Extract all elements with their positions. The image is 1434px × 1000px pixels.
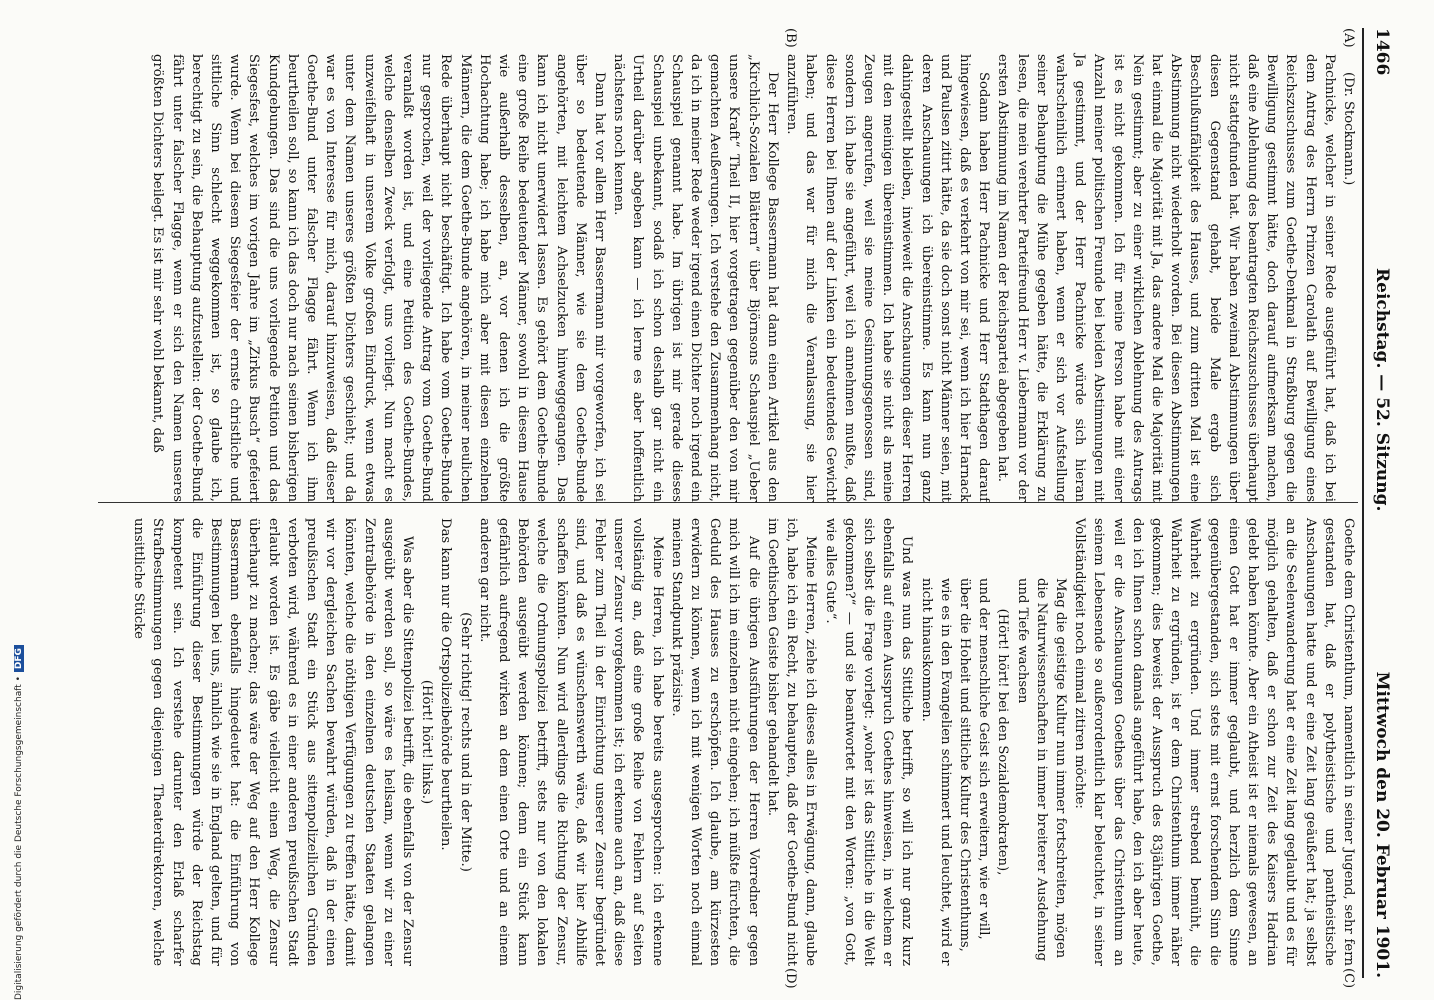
paragraph: (Dr. Stockmann.) xyxy=(1341,72,1356,186)
page-number: 1466 xyxy=(1372,28,1392,76)
paragraph: Was aber die Sittenpolizei betrifft, die ebenfalls von der Zensur ausgeübt werden soll, so wäre es heilsam, wenn wir zu einer Zentralbehörde in den einzelnen deutschen Staaten gelangen könnten, welche die nöthigen Verfügungen zu treffen hätte, damit wir vor dergleichen Sachen bewahrt würden, daß in der einen preußischen Stadt ein Stück aus sittenpolizeilichen Gründen verboten wird, während es in einer anderen preußischen Stadt erlaubt worden ist. Es gäbe vielleicht einen Weg, die Zensur überhaupt zu machen; das wäre der Weg auf den Herr Kollege Bassermann ebenfalls hingedeutet hat: die Einführung von Bestimmungen bei uns, ähnlich wie sie in England gelten, und für die Einführung dieser Bestimmungen würde der Reichstag kompetent sein. Ich verstehe darunter den Erlaß scharfer Strafbestimmungen gegen diejenigen Theaterdirektoren, welche unsittliche Stücke xyxy=(131,518,416,966)
margin-mark-b: (B) xyxy=(783,28,798,48)
margin-mark-d: (D) xyxy=(783,968,798,989)
page-title: Reichstag. — 52. Sitzung. xyxy=(1372,268,1392,512)
left-column xyxy=(148,54,1358,502)
paragraph: Meine Herren, ziehe ich dieses alles in Erwägung, dann, glaube ich, habe ich ein Recht, zu behaupten, daß der Goethe-Bund nicht im Goethischen Geiste bisher gehandelt hat. xyxy=(764,518,819,966)
paragraph: und der menschliche Geist sich erweitern, wie er will, über die Hoheit und sittliche Kultur des Christenthums, wie es in den Evangelien schimmert und leuchtet, wird er nicht hinauskommen. xyxy=(918,578,992,966)
session-date: Mittwoch den 20. Februar 1901. xyxy=(1372,671,1392,978)
column-divider xyxy=(98,502,1358,503)
margin-mark-c: (C) xyxy=(1341,968,1356,989)
paragraph: Goethe dem Christenthum, namentlich in seiner Jugend, sehr fern gestanden hat, daß er polytheistische und pantheistische Anschauungen hatte und er eine Zeit lang geäußert hat; ja selbst an die Seelenwanderung hat er eine Zeit lang geglaubt und es für möglich gehalten, daß er schon zur Zeit des Kaisers Hadrian gelebt haben könnte. Aber ein Atheist ist er niemals gewesen, an einen Gott hat er immer geglaubt, und herzlich dem Sinne gegenübergestanden, sich stets mit ernst forschendem Sinn die Wahrheit zu ergründen. Und immer strebend bemüht, die Wahrheit zu ergründen, ist er dem Christenthum immer näher gekommen; dies beweist der Ausspruch des 83jährigen Goethe, den ich Ihnen schon damals angeführt habe, den ich aber heute, weil er die Anschauungen Goethes über das Christenthum an seinem Lebensende so außerordentlich klar beleuchtet, in seiner Vollständigkeit noch einmal zitiren möchte: xyxy=(1072,518,1356,966)
newspaper-page xyxy=(62,28,1392,989)
credit-text: Digitalisierung gefördert durch die Deutsche Forschungsgemeinschaft • xyxy=(14,676,24,1000)
paragraph: Der Herr Kollege Bassermann hat dann einen Artikel aus den „Kirchlich-Sozialen Blättern“ über Björnsons Schauspiel „Ueber unsere Kraft“ Theil II, hier vorgetragen gegenüber den von mir gemachten Aeußerungen. Ich verstehe den Zusammenhang nicht, da ich in meiner Rede weder irgend einen Dichter noch irgend ein Schauspiel genannt habe. Im übrigen ist mir gerade dieses Schauspiel unbekannt, sodaß ich schon deshalb gar nicht ein Urtheil darüber abgeben kann — ich lerne es aber hoffentlich nächstens noch kennen. xyxy=(611,54,780,502)
paragraph: Auf die übrigen Ausführungen der Herren Vorredner gegen mich will ich im einzelnen nicht eingehen; ich müßte fürchten, die Geduld des Hauses zu erschöpfen. Ich glaube, am kürzesten erwidern zu können, wenn ich mit wenigen Worten noch einmal meinen Standpunkt präzisire. xyxy=(668,518,761,966)
paragraph: Meine Herren, ich habe bereits ausgesprochen: ich erkenne vollständig an, daß eine große Reihe von Fehlern auf Seiten unserer Zensur vorgekommen ist; ich erkenne auch an, daß diese Fehler zum Theil in der Einrichtung unserer Zensur begründet sind, und daß es wünschenswerth wäre, daß wir hier Abhilfe schaffen könnten. Nun wird allerdings die Richtung der Zensur, welche die Ordnungspolizei betrifft, stets nur von den lokalen Behörden ausgeübt werden können; denn ein Stück kann gefährlich aufregend wirken an dem einen Orte und an einem anderen gar nicht. xyxy=(476,518,665,966)
paragraph: (Hört! hört! bei den Sozialdemokraten), xyxy=(995,608,1011,876)
paragraph: (Sehr richtig! rechts und in der Mitte.) xyxy=(457,612,473,872)
right-column xyxy=(129,518,1358,966)
dfg-logo: DFG xyxy=(14,645,24,672)
paragraph: Dann hat vor allem Herr Bassermann mir vorgeworfen, ich sei über so bedeutende Männer, wie sie dem Goethe-Bunde angehörten, mit leichtem Achselzucken hinweggegangen. Das kann ich nicht unerwidert lassen. Es gehört dem Goethe-Bunde eine große Reihe bedeutender Männer, sowohl in diesem Hause wie außerhalb desselben, an, vor denen ich die größte Hochachtung habe; ich habe mich aber mit diesen einzelnen Männern, die dem Goethe-Bunde angehören, in meiner neulichen Rede überhaupt nicht beschäftigt. Ich habe vom Goethe-Bunde nur gesprochen, weil der vorliegende Antrag vom Goethe-Bund veranlaßt worden ist, und eine Petition des Goethe-Bundes, welche denselben Zweck verfolgt, uns vorliegt. Nun macht es unzweifelhaft in unserem Volke großen Eindruck, wenn etwas unter dem Namen unseres größten Dichters geschieht; und da war es von Interesse für mich, darauf hinzuweisen, daß dieser Goethe-Bund unter falscher Flagge fährt. Wenn ich ihm beurtheilen soll, so kann ich das doch nur nach seinen bisherigen Kundgebungen. Das sind die uns vorliegende Petition und das Siegesfest, welches im vorigen Jahre im „Zirkus Busch“ gefeiert wurde. Wenn bei diesem Siegesfeier der ernste christliche und sittliche Sinn schlecht weggekommen ist, so glaube ich, berechtigt zu sein, die Behauptung aufzustellen: der Goethe-Bund fährt unter falscher Flagge, wenn er sich den Namen unseres größten Dichters beilegt. Es ist mir sehr wohl bekannt, daß xyxy=(150,54,608,502)
paragraph: Das kann nur die Ortspolizeibehörde beurtheilen. xyxy=(438,518,454,851)
running-header xyxy=(1366,28,1392,978)
margin-mark-a: (A) xyxy=(1341,28,1356,48)
paragraph: Und was nun das Sittliche betrifft, so will ich nur ganz kurz ebenfalls auf einen Ausspruch Goethes hinweisen, in welchem er sich selbst die Frage vorlegt: „woher ist das Sittliche in die Welt gekommen?“ — und sie beantwortet mit den Worten: „von Gott, wie alles Gute“. xyxy=(822,518,915,966)
header-rule xyxy=(1362,28,1364,978)
paragraph: (Hört! hört! links.) xyxy=(419,679,435,805)
paragraph: Sodann haben Herr Pachnicke und Herr Stadthagen darauf hingewiesen, daß es verkehrt von mir sei, wenn ich hier Harnack und Paulsen zitirt hätte, da sie doch sonst nicht Männer seien, mit deren Anschauungen ich übereinstimme. Es kann nun ganz dahingestellt bleiben, inwieweit die Anschauungen dieser Herren mit den meinigen übereinstimmen. Ich habe sie nicht als meine Zeugen angerufen, weil sie meine Gesinnungsgenossen sind, sondern ich habe sie angeführt, weil ich annehmen mußte, daß diese Herren bei Ihnen auf der Linken ein bedeutendes Gewicht haben; und das war für mich die Veranlassung, sie hier anzuführen. xyxy=(784,54,992,502)
paragraph: Mag die geistige Kultur nun immer fortschreiten, mögen die Naturwissenschaften in immer breiterer Ausdehnung und Tiefe wachsen xyxy=(1014,578,1068,962)
digitization-credit xyxy=(14,20,24,1000)
paragraph: Pachnicke, welcher in seiner Rede ausgeführt hat, daß ich bei dem Antrag des Herrn Prinzen Carolath auf Bewilligung eines Reichszuschusses zum Goethe-Denkmal in Straßburg gegen die Bewilligung gestimmt hätte, doch darauf aufmerksam machen, daß eine Ablehnung des beantragten Reichszuschusses überhaupt nicht stattgefunden hat. Wir haben zweimal Abstimmungen über diesen Gegenstand gehabt, beide Male ergab sich Beschlußunfähigkeit des Hauses, und zum dritten Mal ist eine Abstimmung nicht wiederholt worden. Bei diesen Abstimmungen hat einmal die Majorität mit Ja, das andere Mal die Majorität mit Nein gestimmt; aber zu einer wirklichen Ablehnung des Antrags ist es nicht gekommen. Ich für meine Person habe mit einer Anzahl meiner politischen Freunde bei beiden Abstimmungen mit Ja gestimmt, und der Herr Pachnicke würde sich hieran wahrscheinlich erinnert haben, wenn er sich vor Aufstellung seiner Behauptung die Mühe gegeben hätte, die Erklärung zu lesen, die mein verehrter Parteifreund Herr v. Liebermann vor der ersten Abstimmung im Namen der Reichspartei abgegeben hat. xyxy=(995,54,1337,502)
